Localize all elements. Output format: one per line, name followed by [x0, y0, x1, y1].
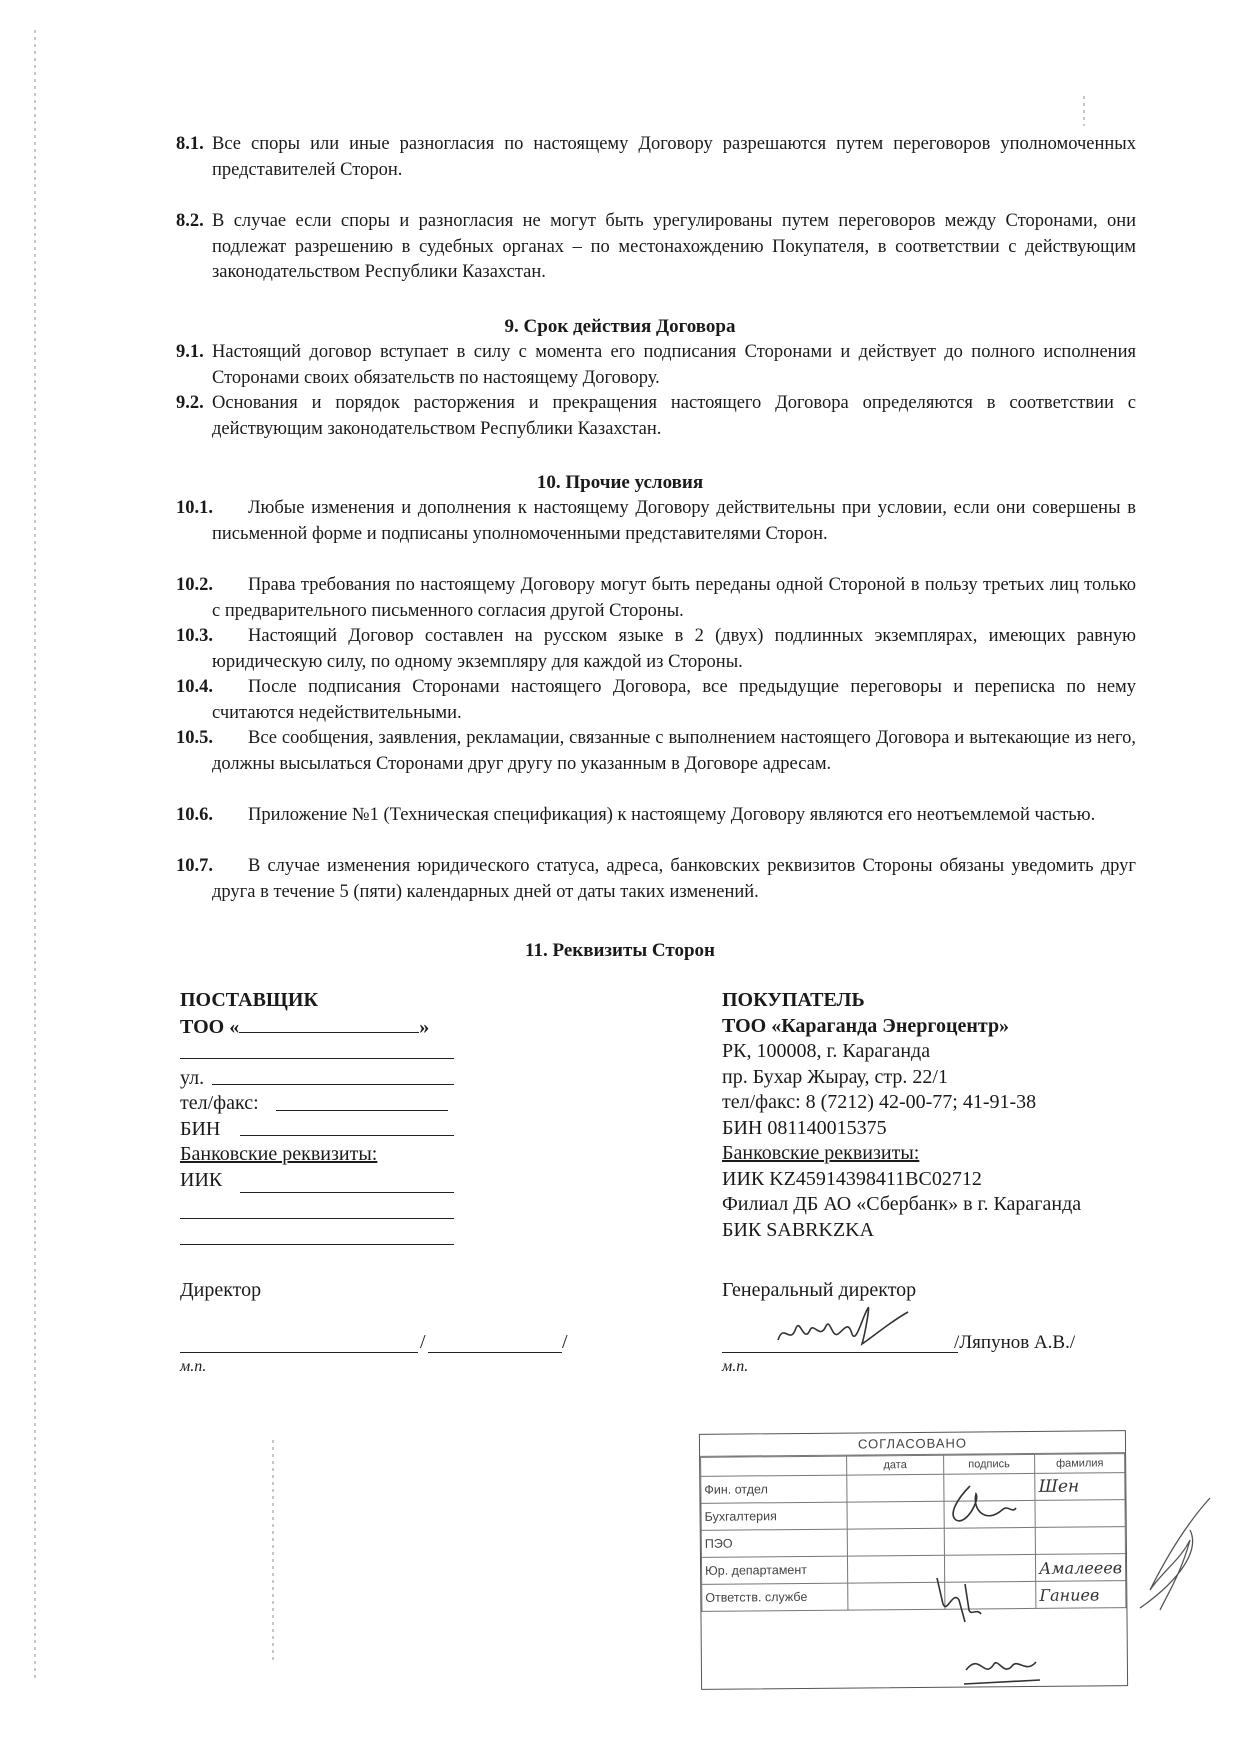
- approval-date: [848, 1528, 945, 1556]
- approval-signature-mark: [1130, 1490, 1230, 1620]
- approval-surname: [1035, 1500, 1125, 1528]
- approval-row: [701, 1473, 1125, 1504]
- clause-10-4: [176, 675, 1136, 726]
- approval-date: [847, 1474, 944, 1502]
- approval-department: Фин. отдел: [701, 1475, 848, 1503]
- approval-surname: Амалееев: [1036, 1554, 1126, 1582]
- buyer-branch: Филиал ДБ АО «Сбербанк» в г. Караганда: [722, 1193, 1082, 1215]
- section-heading-10: 10. Прочие условия: [536, 472, 704, 493]
- approval-header-signature: подпись: [943, 1454, 1035, 1474]
- clause-number: 8.2.: [176, 211, 204, 231]
- clause-number: 10.2.: [176, 575, 213, 595]
- supplier-extra-line: [180, 1244, 454, 1245]
- clause-10-5: [176, 726, 1136, 777]
- clause-10-7: [176, 854, 1136, 905]
- section-heading-11: 11. Реквизиты Сторон: [525, 940, 715, 961]
- scan-edge-artifact: [1083, 96, 1085, 126]
- approval-department: ПЭО: [701, 1529, 848, 1557]
- supplier-extra-line: [180, 1218, 454, 1219]
- supplier-bank-label: Банковские реквизиты:: [180, 1143, 378, 1165]
- clause-text: Все сообщения, заявления, рекламации, связанные с выполнением настоящего Договора и вытекающие из него, должны высылаться Сторонами друг другу по указанным в Договоре адресам.: [212, 728, 1136, 774]
- approval-date: [847, 1501, 944, 1529]
- clause-10-3: [176, 624, 1136, 675]
- buyer-bank-label: Банковские реквизиты:: [722, 1142, 920, 1164]
- supplier-slash: /: [562, 1331, 568, 1353]
- supplier-iik-line: [240, 1192, 454, 1193]
- supplier-company-prefix: ТОО «: [180, 1015, 240, 1038]
- supplier-signatory: Директор: [180, 1279, 262, 1301]
- supplier-slash: /: [420, 1331, 426, 1353]
- bin-label: БИН: [180, 1117, 221, 1140]
- stamp-title: СОГЛАСОВАНО: [700, 1431, 1125, 1457]
- clause-text: В случае если споры и разногласия не могут быть урегулированы путем переговоров между Сторонами, они подлежат разрешению в судебных органах – по местонахождению Покупателя, в соответствии с действующим законодательством Республики Казахстан.: [212, 211, 1136, 282]
- buyer-iik: ИИК KZ45914398411BC02712: [722, 1167, 982, 1190]
- approval-header-department: [701, 1456, 847, 1476]
- approval-surname: Шен: [1035, 1473, 1125, 1501]
- approval-surname: Ганиев: [1036, 1581, 1126, 1609]
- approval-stamp: [699, 1430, 1128, 1690]
- clause-number: 10.4.: [176, 677, 213, 697]
- buyer-address-1: РК, 100008, г. Караганда: [722, 1040, 931, 1062]
- supplier-signature-line: [180, 1352, 418, 1353]
- approval-row: [701, 1500, 1125, 1531]
- supplier-iik: [180, 1168, 480, 1194]
- clause-number: 10.5.: [176, 728, 213, 748]
- clause-text: После подписания Сторонами настоящего Договора, все предыдущие переговоры и переписка по нему считаются недействительными.: [212, 677, 1136, 723]
- supplier-phone: [180, 1091, 480, 1117]
- clause-text: Основания и порядок расторжения и прекращения настоящего Договора определяются в соответствии с действующим законодательством Республики Казахстан.: [212, 393, 1136, 439]
- director-signature: [770, 1300, 920, 1360]
- approval-signature-mark: [960, 1640, 1050, 1690]
- clause-text: Права требования по настоящему Договору могут быть переданы одной Стороной в пользу третьих лиц только с предварительного письменного согласия другой Стороны.: [212, 575, 1136, 621]
- buyer-role: ПОКУПАТЕЛЬ: [722, 989, 865, 1011]
- supplier-requisites: [180, 988, 480, 1193]
- clause-9-1: [176, 340, 1136, 391]
- clause-text: Любые изменения и дополнения к настоящему Договору действительны при условии, если они совершены в письменной форме и подписаны уполномоченными представителями Сторон.: [212, 498, 1136, 544]
- approval-surname: [1035, 1527, 1125, 1555]
- supplier-company: [180, 1014, 480, 1041]
- approval-header-date: дата: [847, 1455, 943, 1475]
- clause-number: 9.2.: [176, 393, 204, 413]
- supplier-street: [180, 1066, 480, 1092]
- supplier-street-line: [212, 1084, 454, 1085]
- approval-row: [702, 1581, 1126, 1612]
- approval-department: Ответств. службе: [702, 1583, 849, 1611]
- buyer-requisites: [722, 988, 1142, 1243]
- section-heading-9: 9. Срок действия Договора: [504, 316, 736, 337]
- buyer-bin: БИН 081140015375: [722, 1116, 887, 1139]
- supplier-blank-row: [180, 1040, 480, 1066]
- approval-row: [701, 1554, 1125, 1585]
- supplier-bin-line: [240, 1135, 454, 1136]
- clause-9-2: [176, 391, 1136, 442]
- approval-department: Юр. департамент: [701, 1556, 848, 1584]
- phone-label: тел/факс:: [180, 1092, 259, 1114]
- supplier-name-line: [428, 1352, 562, 1353]
- clause-number: 10.3.: [176, 626, 213, 646]
- scan-edge-artifact: [34, 30, 36, 1680]
- buyer-address-2: пр. Бухар Жырау, стр. 22/1: [722, 1065, 948, 1088]
- approval-signature-mark: [940, 1480, 1020, 1540]
- buyer-signatory: Генеральный директор: [722, 1279, 917, 1301]
- clause-10-2: [176, 573, 1136, 624]
- supplier-blank-line: [180, 1058, 454, 1059]
- supplier-seal-place: м.п.: [180, 1358, 207, 1375]
- approval-signature-mark: [925, 1570, 1005, 1630]
- clause-8-2: [176, 209, 1136, 286]
- approval-header-surname: фамилия: [1035, 1454, 1125, 1474]
- clause-text: В случае изменения юридического статуса, адреса, банковских реквизитов Стороны обязаны уведомить друг друга в течение 5 (пяти) календарных дней от даты таких изменений.: [212, 856, 1136, 902]
- approval-department: Бухгалтерия: [701, 1502, 848, 1530]
- clause-number: 9.1.: [176, 342, 204, 362]
- supplier-role: ПОСТАВЩИК: [180, 989, 318, 1011]
- approval-table: [700, 1453, 1126, 1612]
- clause-10-1: [176, 496, 1136, 547]
- clause-8-1: [176, 132, 1136, 183]
- supplier-phone-line: [276, 1110, 448, 1111]
- clause-number: 10.7.: [176, 856, 213, 876]
- clause-number: 10.1.: [176, 498, 213, 518]
- supplier-bin: [180, 1117, 480, 1143]
- clause-text: Приложение №1 (Техническая спецификация) к настоящему Договору являются его неотъемлемой частью.: [248, 805, 1096, 825]
- supplier-company-suffix: »: [419, 1015, 430, 1038]
- clause-text: Настоящий Договор составлен на русском языке в 2 (двух) подлинных экземплярах, имеющих равную юридическую силу, по одному экземпляру для каждой из Стороны.: [212, 626, 1136, 672]
- street-label: ул.: [180, 1066, 205, 1089]
- clause-text: Настоящий договор вступает в силу с момента его подписания Сторонами и действует до полного исполнения Сторонами своих обязательств по настоящему Договору.: [212, 342, 1136, 388]
- buyer-bik: БИК SABRKZKA: [722, 1218, 875, 1241]
- clause-number: 10.6.: [176, 805, 213, 825]
- clause-10-6: [176, 803, 1136, 829]
- buyer-phone: тел/факс: 8 (7212) 42-00-77; 41-91-38: [722, 1091, 1037, 1113]
- buyer-seal-place: м.п.: [722, 1358, 749, 1375]
- iik-label: ИИК: [180, 1168, 223, 1191]
- clause-text: Все споры или иные разногласия по настоящему Договору разрешаются путем переговоров уполномоченных представителей Сторон.: [212, 134, 1136, 180]
- buyer-company: ТОО «Караганда Энергоцентр»: [722, 1014, 1010, 1037]
- scan-edge-artifact: [272, 1440, 274, 1660]
- approval-row: [701, 1527, 1125, 1558]
- clause-number: 8.1.: [176, 134, 204, 154]
- buyer-signer-name: /Ляпунов А.В./: [954, 1332, 1076, 1353]
- supplier-company-blank: [239, 1014, 419, 1033]
